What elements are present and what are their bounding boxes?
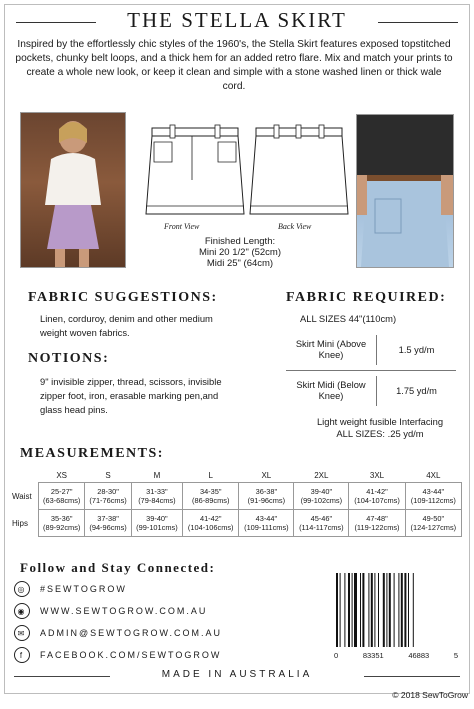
measurement-cms: (109-111cms) <box>244 523 289 532</box>
finished-length-heading: Finished Length: <box>204 236 276 247</box>
measurement-inches: 49-50" <box>422 514 445 523</box>
barcode-bar <box>368 573 369 647</box>
model-photo-midi <box>356 114 454 268</box>
social-link-text: ADMIN@SEWTOGROW.COM.AU <box>40 628 222 638</box>
barcode-bar <box>336 573 338 647</box>
measurement-inches: 39-40" <box>146 514 168 523</box>
barcode-bar <box>340 573 341 647</box>
measurement-cell <box>405 483 461 510</box>
size-column-header: 2XL <box>314 470 329 480</box>
barcode <box>334 573 458 647</box>
finished-length-mini: Mini 20 1/2" (52cm) <box>198 247 282 258</box>
barcode-bar <box>398 573 399 647</box>
fabric-required-label: Skirt Midi (Below Knee) <box>286 376 377 406</box>
intro-text: Inspired by the effortlessly chic styles of the 1960's, the Stella Skirt features exposed topstitched pockets, chunky belt loops, and a thick hem for an added retro flare. Mix and match your prints to create a whole new look, or keep it clean and simple with a stone washed linen or thick wale cord. <box>15 39 453 92</box>
barcode-bar <box>401 573 403 647</box>
measurement-cms: (114-117cms) <box>299 523 344 532</box>
social-link[interactable] <box>14 622 324 644</box>
interfacing-label: Light weight fusible Interfacing <box>316 416 444 427</box>
social-link-text: #SEWTOGROW <box>40 584 127 594</box>
model-photo-mini <box>20 112 126 268</box>
finished-length-midi: Midi 25" (64cm) <box>206 258 274 269</box>
measurements-row-label: Hips <box>12 518 29 528</box>
globe-icon: ◉ <box>14 603 30 619</box>
measurements-row <box>12 510 462 537</box>
barcode-bar <box>383 573 385 647</box>
made-rule-right <box>364 676 460 677</box>
measurement-inches: 34-35" <box>199 487 222 496</box>
made-in-label: MADE IN AUSTRALIA <box>161 669 313 680</box>
measurement-inches: 47-48" <box>366 514 388 523</box>
barcode-bar <box>394 573 395 647</box>
barcode-digit-group: 0 <box>334 651 339 660</box>
back-view-sketch <box>244 118 354 228</box>
barcode-bar <box>386 573 387 647</box>
barcode-digit-group: 5 <box>453 651 458 660</box>
measurement-cell <box>85 483 131 510</box>
barcode-bar <box>404 573 406 647</box>
size-column-header: XS <box>56 470 68 480</box>
measurement-cell <box>39 510 85 537</box>
fabric-required-value: 1.5 yd/m <box>398 345 435 355</box>
measurements-row <box>12 483 462 510</box>
measurement-cms: (86-89cms) <box>192 496 230 505</box>
barcode-bar <box>374 573 375 647</box>
copyright: © 2018 SewToGrow <box>392 690 468 700</box>
measurement-inches: 39-40" <box>310 487 333 496</box>
measurement-cell <box>294 483 349 510</box>
barcode-bar <box>389 573 391 647</box>
barcode-digits <box>334 651 458 660</box>
barcode-digit-group: 83351 <box>362 651 384 660</box>
barcode-bar <box>348 573 350 647</box>
measurement-cms: (104-106cms) <box>187 523 234 532</box>
barcode-bar <box>354 573 357 647</box>
measurement-cms: (63-68cms) <box>43 496 81 505</box>
size-column-header: XL <box>261 470 272 480</box>
instagram-icon: ◎ <box>14 581 30 597</box>
measurements-row-label: Waist <box>12 491 32 501</box>
measurement-cell <box>131 483 182 510</box>
measurement-cell <box>131 510 182 537</box>
barcode-digit-group: 46883 <box>408 651 430 660</box>
social-link-text: FACEBOOK.COM/SEWTOGROW <box>40 650 222 660</box>
social-link[interactable] <box>14 644 324 666</box>
finished-length <box>150 236 330 269</box>
measurement-cell <box>239 483 294 510</box>
front-view-sketch <box>140 118 250 228</box>
fabric-required-value: 1.75 yd/m <box>396 386 437 396</box>
measurement-inches: 43-44" <box>255 514 278 523</box>
fabric-required-table <box>286 330 456 411</box>
measurement-cell <box>349 510 405 537</box>
size-column-header: S <box>105 470 111 480</box>
measurement-cms: (109-112cms) <box>410 496 456 505</box>
barcode-bar <box>352 573 353 647</box>
barcode-bar <box>413 573 414 647</box>
measurement-cms: (79-84cms) <box>138 496 176 505</box>
size-column-header: L <box>208 470 213 480</box>
notions-text: 9" invisible zipper, thread, scissors, invisible zipper foot, iron, erasable marking pen,and glass head pins. <box>40 376 222 415</box>
measurement-cms: (104-107cms) <box>354 496 400 505</box>
interfacing-note <box>300 416 460 440</box>
fabric-required-heading: FABRIC REQUIRED: <box>286 290 447 305</box>
measurement-inches: 41-42" <box>199 514 222 523</box>
measurement-inches: 43-44" <box>422 487 445 496</box>
fabric-required-row <box>286 371 456 411</box>
size-column-header: 3XL <box>369 470 385 480</box>
size-column-header: 4XL <box>426 470 441 480</box>
measurements-corner <box>12 468 39 483</box>
barcode-bar <box>362 573 364 647</box>
page-title: THE STELLA SKIRT <box>127 8 347 32</box>
front-view-label: Front View <box>164 222 200 231</box>
measurement-cell <box>405 510 461 537</box>
measurement-inches: 35-36" <box>50 514 73 523</box>
fabric-suggestions-heading: FABRIC SUGGESTIONS: <box>28 290 218 305</box>
measurement-cell <box>85 510 131 537</box>
measurements-header-row <box>12 468 462 483</box>
measurement-cms: (91-96cms) <box>247 496 286 505</box>
measurement-cms: (124-127cms) <box>410 523 457 532</box>
measurement-cell <box>294 510 349 537</box>
notions-heading: NOTIONS: <box>28 351 110 366</box>
fabric-suggestions-text: Linen, corduroy, denim and other medium weight woven fabrics. <box>40 313 213 338</box>
barcode-bar <box>378 573 379 647</box>
social-link[interactable] <box>14 600 324 622</box>
measurements-heading: MEASUREMENTS: <box>20 446 164 461</box>
measurements-table <box>12 468 462 537</box>
measurement-inches: 36-38" <box>255 487 278 496</box>
measurement-cell <box>349 483 405 510</box>
measurement-inches: 41-42" <box>366 487 388 496</box>
measurement-inches: 25-27" <box>50 487 73 496</box>
size-column-header: M <box>153 470 161 480</box>
measurement-cell <box>39 483 85 510</box>
measurement-cms: (71-76cms) <box>89 496 127 505</box>
measurement-cell <box>183 483 239 510</box>
email-icon: ✉ <box>14 625 30 641</box>
measurement-cell <box>239 510 294 537</box>
fabric-required-row <box>286 330 456 371</box>
interfacing-sizes: ALL SIZES: .25 yd/m <box>336 428 424 439</box>
follow-heading: Follow and Stay Connected: <box>20 560 216 575</box>
measurement-cms: (94-96cms) <box>89 523 127 532</box>
measurement-inches: 37-38" <box>97 514 119 523</box>
measurement-cell <box>183 510 239 537</box>
barcode-bar <box>371 573 373 647</box>
barcode-bar <box>360 573 361 647</box>
social-link[interactable] <box>14 578 324 600</box>
fabric-required-label: Skirt Mini (Above Knee) <box>286 335 377 365</box>
back-view-label: Back View <box>278 222 312 231</box>
measurement-inches: 31-33" <box>146 487 168 496</box>
fabric-required-all-sizes: ALL SIZES 44"(110cm) <box>300 313 397 324</box>
barcode-bar <box>408 573 409 647</box>
measurement-inches: 45-46" <box>310 514 333 523</box>
measurement-cms: (89-92cms) <box>43 523 81 532</box>
social-link-text: WWW.SEWTOGROW.COM.AU <box>40 606 208 616</box>
measurement-cms: (99-102cms) <box>300 496 343 505</box>
measurement-inches: 28-30" <box>97 487 119 496</box>
barcode-bar <box>344 573 345 647</box>
facebook-icon: f <box>14 647 30 663</box>
measurement-cms: (99-101cms) <box>136 523 178 532</box>
measurement-cms: (119-122cms) <box>354 523 400 532</box>
